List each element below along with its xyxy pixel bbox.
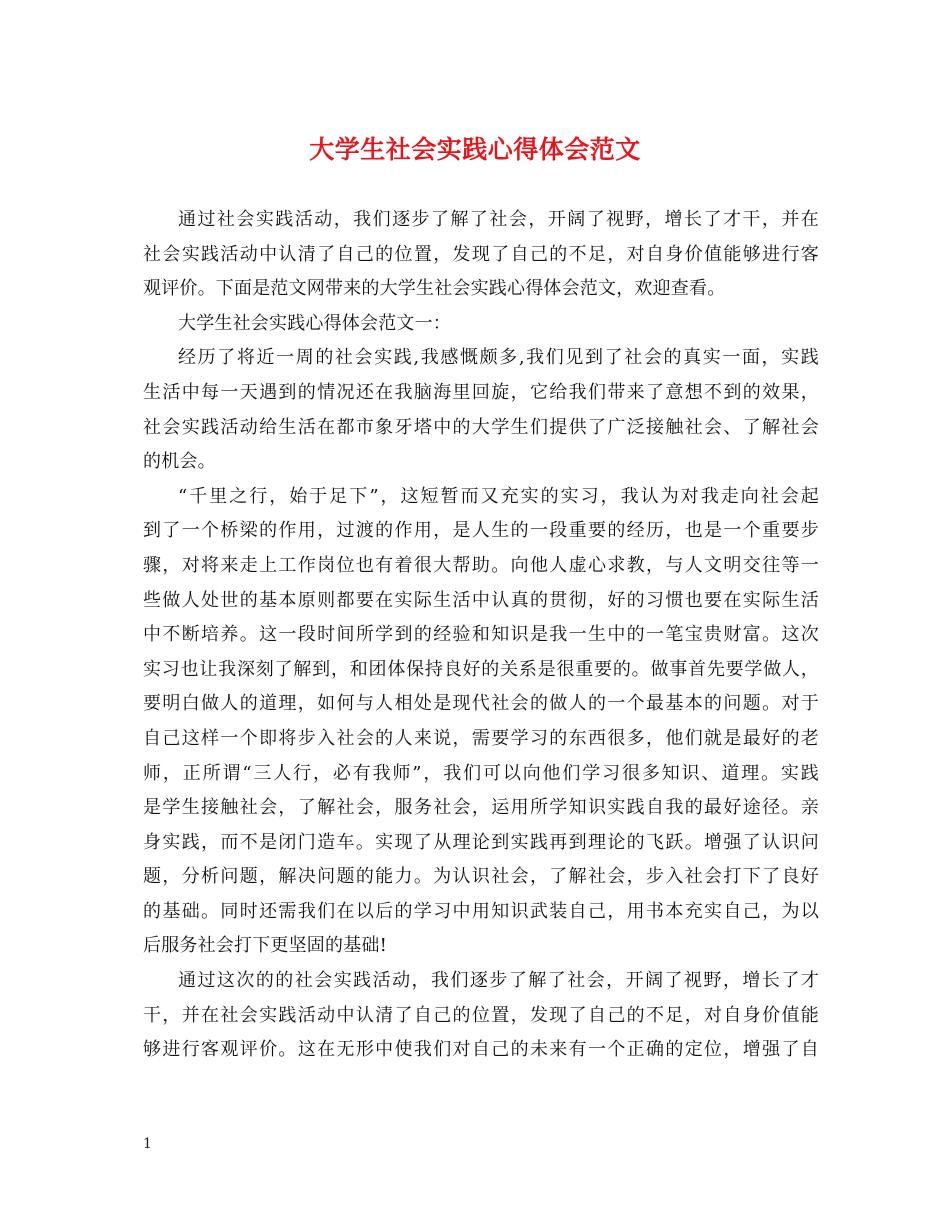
text-line: 题，分析问题，解决问题的能力。为认识社会，了解社会，步入社会打下了良好 — [143, 866, 819, 888]
text-line: 社会实践活动给生活在都市象牙塔中的大学生们提供了广泛接触社会、了解社会 — [143, 416, 819, 438]
text-line: 够进行客观评价。这在无形中使我们对自己的未来有一个正确的定位，增强了自 — [143, 1039, 819, 1061]
text-line: 骤，对将来走上工作岗位也有着很大帮助。向他人虚心求教，与人文明交往等一 — [143, 554, 819, 576]
text-line: 的机会。 — [143, 451, 216, 473]
text-line: “千里之行，始于足下”，这短暂而又充实的实习，我认为对我走向社会起 — [178, 485, 819, 507]
document-body — [143, 203, 819, 1068]
text-line: 自己这样一个即将步入社会的人来说，需要学习的东西很多，他们就是最好的老 — [143, 727, 819, 749]
text-line: 些做人处世的基本原则都要在实际生活中认真的贯彻，好的习惯也要在实际生活 — [143, 589, 819, 611]
text-line: 通过社会实践活动，我们逐步了解了社会，开阔了视野，增长了才干，并在 — [178, 209, 819, 230]
text-line: 社会实践活动中认清了自己的位置，发现了自己的不足，对自身价值能够进行客 — [143, 243, 819, 265]
text-line: 是学生接触社会，了解社会，服务社会，运用所学知识实践自我的最好途径。亲 — [143, 797, 819, 819]
section-heading-line: 大学生社会实践心得体会范文一： — [178, 312, 451, 334]
text-line: 要明白做人的道理，如何与人相处是现代社会的做人的一个最基本的问题。对于 — [143, 693, 819, 715]
text-line: 通过这次的的社会实践活动，我们逐步了解了社会，开阔了视野，增长了才 — [178, 970, 819, 992]
text-line: 到了一个桥梁的作用，过渡的作用，是人生的一段重要的经历，也是一个重要步 — [143, 520, 819, 542]
text-line: 经历了将近一周的社会实践,我感慨颇多,我们见到了社会的真实一面，实践 — [178, 347, 819, 369]
page-number: 1 — [143, 1136, 152, 1152]
document-title: 大学生社会实践心得体会范文 — [309, 135, 641, 164]
text-line: 师，正所谓“三人行，必有我师”，我们可以向他们学习很多知识、道理。实践 — [143, 762, 819, 784]
text-line: 中不断培养。这一段时间所学到的经验和知识是我一生中的一笔宝贵财富。这次 — [143, 624, 819, 646]
text-line: 后服务社会打下更坚固的基础! — [143, 935, 388, 957]
text-line: 观评价。下面是范文网带来的大学生社会实践心得体会范文，欢迎查看。 — [143, 278, 726, 300]
text-line: 生活中每一天遇到的情况还在我脑海里回旋，它给我们带来了意想不到的效果， — [143, 381, 819, 403]
text-line: 干，并在社会实践活动中认清了自己的位置，发现了自己的不足，对自身价值能 — [143, 1004, 819, 1026]
text-line: 身实践，而不是闭门造车。实现了从理论到实践再到理论的飞跃。增强了认识问 — [143, 831, 819, 853]
text-line: 实习也让我深刻了解到，和团体保持良好的关系是很重要的。做事首先要学做人， — [143, 658, 819, 680]
text-line: 的基础。同时还需我们在以后的学习中用知识武装自己，用书本充实自己，为以 — [143, 900, 819, 922]
